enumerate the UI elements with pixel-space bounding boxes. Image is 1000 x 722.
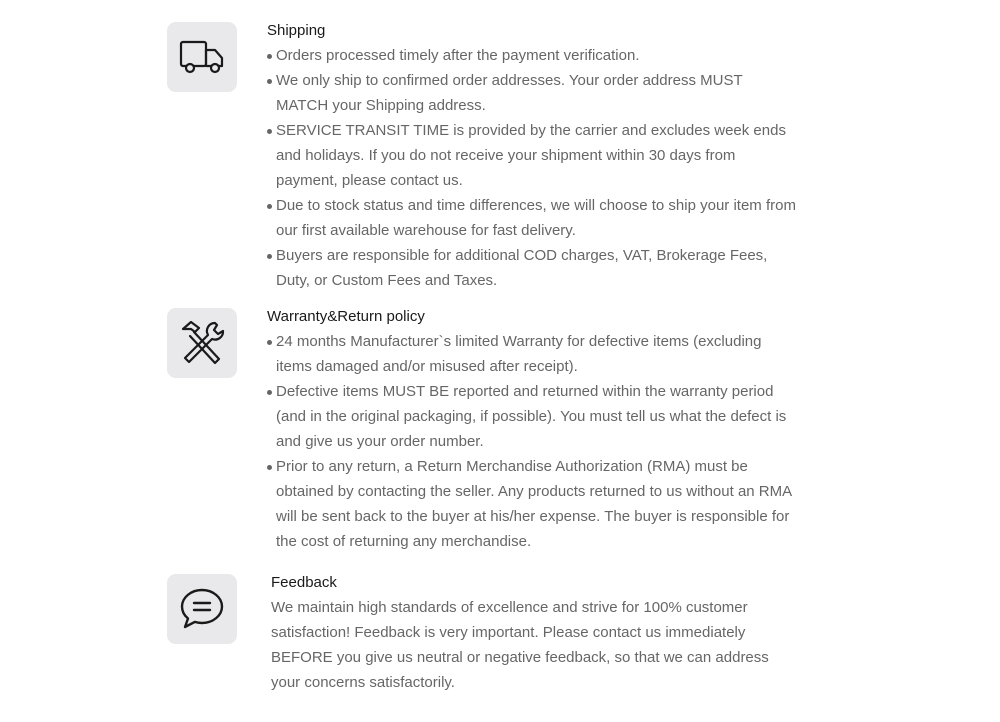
list-item: 24 months Manufacturer`s limited Warranty for defective items (excluding items damaged and/or misused after receipt). bbox=[267, 329, 797, 379]
feedback-text: We maintain high standards of excellence and strive for 100% customer satisfaction! Feedback is very important. Please contact us immediately BEFORE you give us neutral or negative feedback, so that we can address your concerns satisfactorily. bbox=[271, 599, 769, 691]
tools-icon bbox=[177, 319, 227, 367]
list-item: We only ship to confirmed order addresses. Your order address MUST MATCH your Shipping address. bbox=[267, 68, 797, 118]
list-item: Orders processed timely after the payment verification. bbox=[267, 43, 797, 68]
list-item: Due to stock status and time differences, we will choose to ship your item from our first available warehouse for fast delivery. bbox=[267, 193, 797, 243]
warranty-list bbox=[267, 329, 797, 554]
list-item: Buyers are responsible for additional COD charges, VAT, Brokerage Fees, Duty, or Custom Fees and Taxes. bbox=[267, 243, 797, 293]
truck-icon bbox=[179, 38, 225, 76]
list-item: Defective items MUST BE reported and returned within the warranty period (and in the original packaging, if possible). You must tell us what the defect is and give us your order number. bbox=[267, 379, 797, 454]
shipping-icon-box bbox=[167, 22, 237, 92]
shipping-list bbox=[267, 43, 797, 293]
warranty-icon-box bbox=[167, 308, 237, 378]
chat-bubble-icon bbox=[179, 587, 225, 631]
feedback-title: Feedback bbox=[271, 574, 337, 591]
list-item: SERVICE TRANSIT TIME is provided by the carrier and excludes week ends and holidays. If you do not receive your shipment within 30 days from payment, please contact us. bbox=[267, 118, 797, 193]
list-item: Prior to any return, a Return Merchandise Authorization (RMA) must be obtained by contacting the seller. Any products returned to us without an RMA will be sent back to the buyer at his/her expense. The buyer is responsible for the cost of returning any merchandise. bbox=[267, 454, 797, 554]
warranty-title: Warranty&Return policy bbox=[267, 308, 425, 325]
shipping-title: Shipping bbox=[267, 22, 326, 39]
feedback-icon-box bbox=[167, 574, 237, 644]
